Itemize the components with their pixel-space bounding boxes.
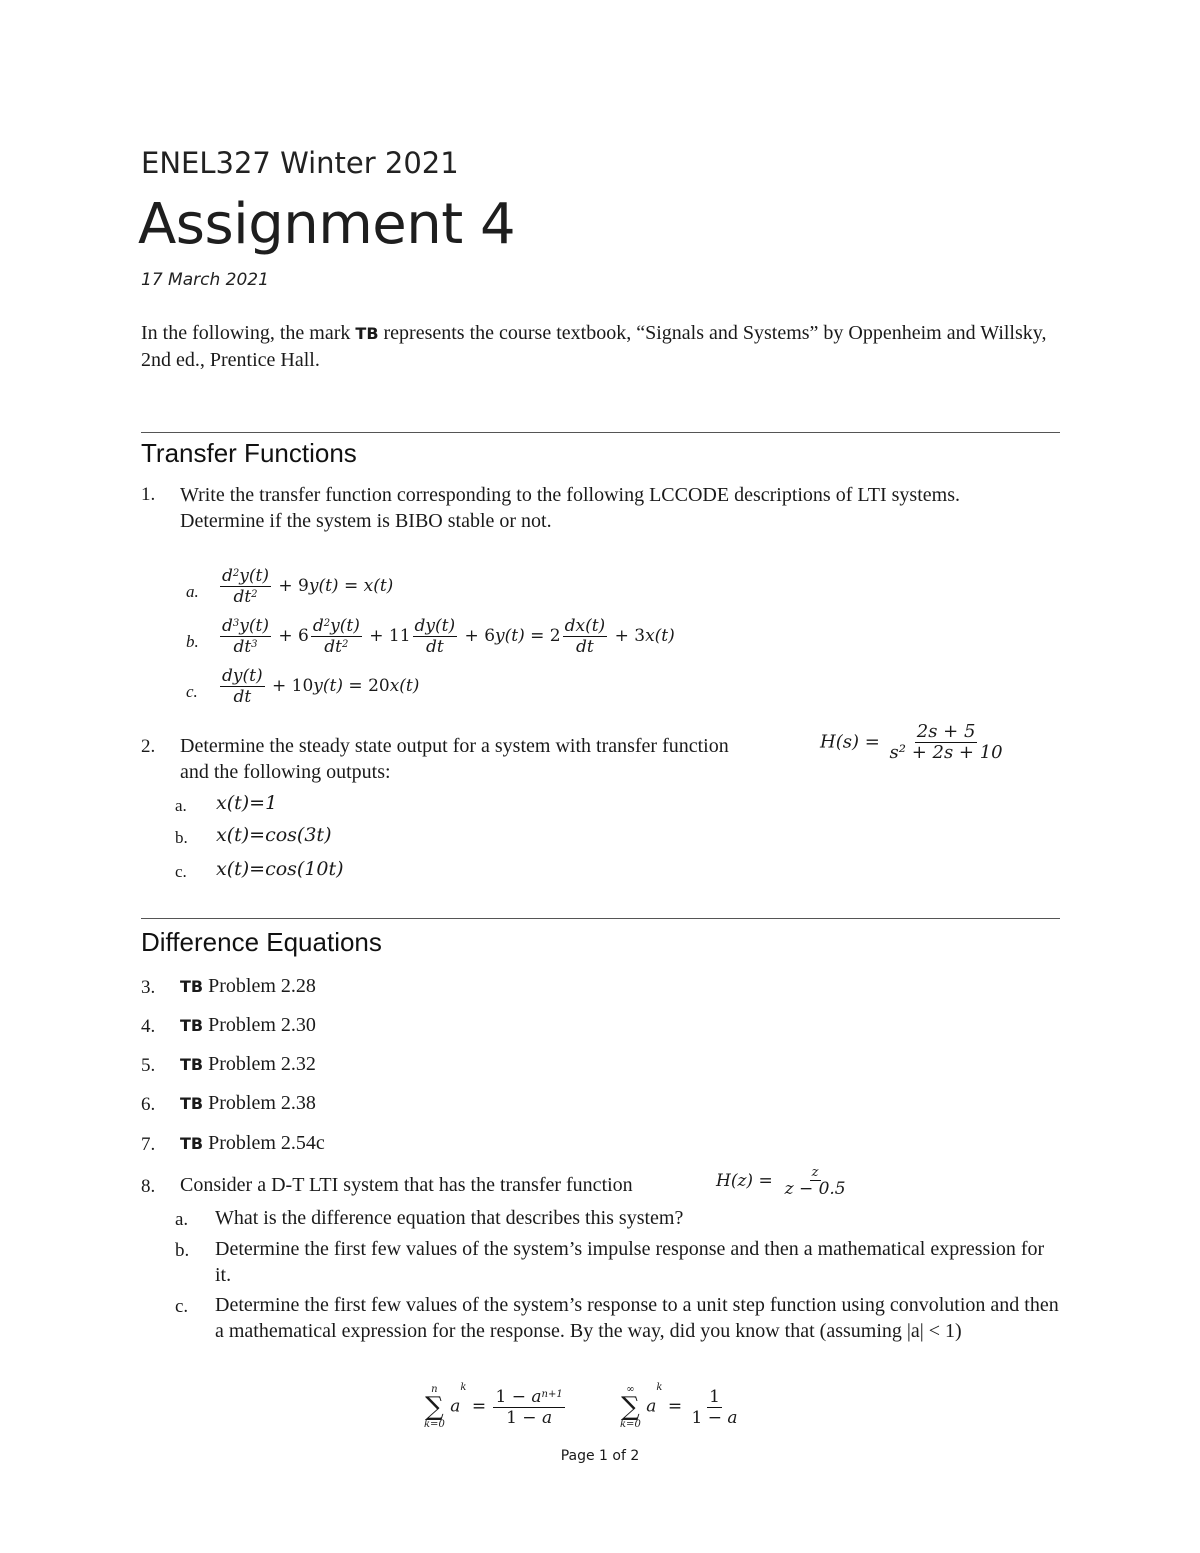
tb-problem-text: Problem 2.54c [203, 1132, 325, 1154]
part-label: a. [175, 796, 187, 815]
tb-problem-text: Problem 2.32 [203, 1053, 316, 1075]
section-divider [141, 918, 1060, 919]
question-2-text: Determine the steady state output for a system with transfer function [180, 735, 729, 757]
question-8a-text: What is the difference equation that describes this system? [215, 1207, 684, 1229]
tb-problem-text: Problem 2.38 [203, 1092, 316, 1114]
question-number: 1. [141, 484, 156, 505]
tb-problem-item [180, 1130, 325, 1157]
page-footer: Page 1 of 2 [560, 1448, 640, 1464]
tb-problem-text: Problem 2.30 [203, 1014, 316, 1036]
question-number: 5. [141, 1055, 156, 1076]
question-number: 4. [141, 1016, 156, 1037]
h-label: H(z) = [716, 1171, 773, 1191]
question-8c-text: Determine the first few values of the system’s response to a unit step function using convolution and then a mathematical expression for the response. By the way, did you know that (assuming |a| < 1) [215, 1294, 1059, 1342]
tb-mark: TB [180, 1134, 204, 1153]
part-label: b. [175, 828, 188, 847]
tb-mark: TB [180, 1094, 204, 1113]
course-heading: ENEL327 Winter 2021 [141, 146, 459, 180]
h-numerator: 2s + 5 [916, 721, 976, 742]
part-label: c. [186, 682, 198, 701]
tb-problem-item [180, 1051, 316, 1078]
intro-paragraph [141, 320, 1071, 373]
h-denominator: s² + 2s + 10 [889, 742, 1003, 763]
infinite-geometric-sum-formula: ∞ ∑ k=0 $a^k$ = $\frac{1}{1 - a}$ [620, 1382, 738, 1430]
geometric-sum-formula: n ∑ k=0 $a^k$ = $\frac{1 - a^{n+1}}{1 - a}$ [424, 1382, 563, 1430]
question-8b-text: Determine the first few values of the system’s impulse response and then a mathematical expression for it. [215, 1238, 1045, 1286]
equation-1b: $\frac{d^3y(t)}{dt^3}$ + 6 $\frac{d^2y(t)}{dt^2}$ + 11 $\frac{dy(t)}{dt}$ + 6y(t) = 2 $\frac{dx(t)}{dt}$ + 3x(t) [222, 616, 675, 657]
input-expression: x(t)=cos(10t) [216, 858, 344, 880]
section-heading-difference: Difference Equations [141, 927, 382, 957]
tb-mark: TB [180, 1055, 204, 1074]
part-label: b. [186, 632, 199, 651]
question-number: 8. [141, 1176, 156, 1197]
intro-text-after: represents the course textbook, “Signals and Systems” by Oppenheim and Willsky, 2nd ed., Prentice Hall. [141, 322, 1047, 371]
section-heading-transfer: Transfer Functions [141, 438, 357, 468]
tb-mark: TB [180, 977, 204, 996]
h-numerator: z [811, 1165, 819, 1180]
h-denominator: z − 0.5 [784, 1179, 846, 1199]
question-number: 6. [141, 1094, 156, 1115]
transfer-function-h-s [820, 722, 1007, 763]
input-expression: x(t)=1 [216, 792, 278, 814]
part-label: c. [175, 862, 187, 881]
page-title: Assignment 4 [138, 192, 516, 257]
question-8-text: Consider a D-T LTI system that has the transfer function [180, 1174, 633, 1196]
intro-text-before: In the following, the mark [141, 322, 356, 344]
tb-mark: TB [180, 1016, 204, 1035]
tb-mark: TB [355, 324, 379, 343]
h-label: H(s) = [820, 731, 880, 753]
part-label: a. [175, 1209, 189, 1230]
question-number: 3. [141, 977, 156, 998]
assignment-date: 17 March 2021 [141, 270, 269, 290]
question-2-text-cont: and the following outputs: [180, 761, 391, 783]
tb-problem-text: Problem 2.28 [203, 975, 316, 997]
question-1-text: Write the transfer function corresponding to the following LCCODE descriptions of LTI systems. Determine if the system is BIBO stable or not. [180, 484, 960, 532]
tb-problem-item [180, 1090, 316, 1117]
section-divider [141, 432, 1060, 433]
tb-problem-item [180, 973, 316, 1000]
part-label: c. [175, 1296, 189, 1317]
part-label: b. [175, 1240, 190, 1261]
question-number: 2. [141, 736, 156, 757]
question-number: 7. [141, 1134, 156, 1155]
tb-problem-item [180, 1012, 316, 1039]
input-expression: x(t)=cos(3t) [216, 824, 332, 846]
equation-1c: $\frac{dy(t)}{dt}$ + 10y(t) = 20x(t) [222, 666, 420, 707]
part-label: a. [186, 582, 199, 601]
transfer-function-h-z [716, 1166, 852, 1197]
equation-1a: $\frac{d^2y(t)}{dt^2}$ + 9y(t) = x(t) [222, 566, 394, 607]
